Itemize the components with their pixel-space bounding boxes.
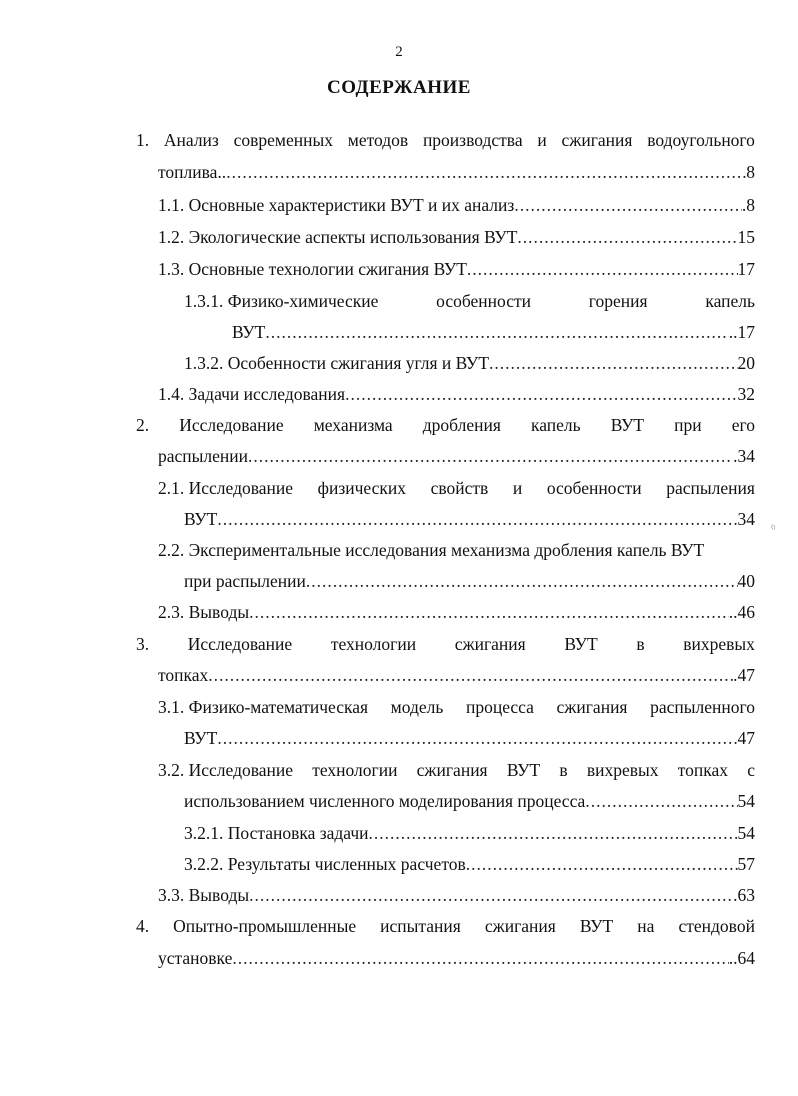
toc-word: и xyxy=(537,130,547,150)
toc-page-number: ..64 xyxy=(728,948,755,968)
page-number: 2 xyxy=(395,44,403,60)
toc-word: ВУТ xyxy=(610,415,645,435)
toc-line xyxy=(158,382,755,406)
dot-leader xyxy=(249,883,733,907)
dot-leader xyxy=(517,225,737,249)
scan-speck: ⁽ˡ xyxy=(771,524,776,535)
toc-word: сжигания xyxy=(484,916,556,936)
toc-word: механизма xyxy=(313,415,393,435)
toc-page-number: 8 xyxy=(746,162,755,182)
page-title: СОДЕРЖАНИЕ xyxy=(327,77,471,98)
toc-line xyxy=(184,351,755,375)
dot-leader xyxy=(226,160,746,184)
toc-word: ВУТ xyxy=(579,916,614,936)
toc-line xyxy=(184,789,755,813)
toc-word: топках xyxy=(677,760,728,780)
toc-word: технологии xyxy=(330,634,417,654)
dot-leader xyxy=(467,257,738,281)
toc-word: Исследование xyxy=(179,415,284,435)
toc-line xyxy=(158,883,755,907)
toc-page-number: .63 xyxy=(733,885,755,905)
toc-word: горения xyxy=(588,291,648,311)
toc-word: 1.3.1. Физико-химические xyxy=(184,291,379,311)
toc-line xyxy=(136,632,755,656)
toc-line xyxy=(158,695,755,719)
toc-line xyxy=(232,320,755,344)
toc-word: особенности xyxy=(436,291,531,311)
toc-page-number: 20 xyxy=(737,353,755,373)
toc-page-number: 54 xyxy=(737,823,755,843)
dot-leader xyxy=(249,600,729,624)
toc-line xyxy=(158,600,755,624)
toc-word: 3.1. Физико-математическая xyxy=(158,697,369,717)
toc-word: сжигания xyxy=(561,130,633,150)
toc-line xyxy=(158,476,755,500)
toc-word: дробления xyxy=(422,415,501,435)
toc-entry-text: 3.2.2. Результаты численных расчетов xyxy=(184,854,466,874)
toc-line xyxy=(184,569,755,593)
toc-word: производства xyxy=(422,130,523,150)
dot-leader xyxy=(265,320,728,344)
toc-line xyxy=(184,821,755,845)
toc-word: сжигания xyxy=(416,760,488,780)
toc-word: методов xyxy=(347,130,409,150)
dot-leader xyxy=(585,789,737,813)
toc-line xyxy=(158,193,755,217)
toc-entry-text: 1.4. Задачи исследования xyxy=(158,384,346,404)
toc-word: сжигания xyxy=(454,634,526,654)
toc-word: технологии xyxy=(312,760,398,780)
toc-word: при xyxy=(674,415,702,435)
toc-word: его xyxy=(731,415,755,435)
toc-line xyxy=(158,758,755,782)
toc-entry-text: 2.3. Выводы xyxy=(158,602,250,622)
toc-page-number: ..46 xyxy=(728,602,755,622)
toc-entry-text: топлива.. xyxy=(158,162,227,182)
toc-word: распыления xyxy=(666,478,755,498)
toc-word: современных xyxy=(233,130,333,150)
toc-word: Анализ xyxy=(163,130,219,150)
toc-page-number: .34 xyxy=(733,446,755,466)
toc-line xyxy=(136,914,755,938)
toc-page-number: 32 xyxy=(737,384,755,404)
toc-line xyxy=(184,289,755,313)
toc-line xyxy=(184,726,755,750)
toc-page-number: 17 xyxy=(737,259,755,279)
toc-entry-text: 2.2. Экспериментальные исследования механизма дробления капель ВУТ xyxy=(158,540,705,560)
toc-word: 3. xyxy=(136,634,150,654)
toc-word: капель xyxy=(531,415,581,435)
toc-word: вихревых xyxy=(586,760,659,780)
toc-word: 2.1. Исследование xyxy=(158,478,294,498)
toc-page-number: ..17 xyxy=(728,322,755,342)
toc-line xyxy=(158,538,755,562)
toc-word: испытания xyxy=(380,916,461,936)
toc-page-number: 47 xyxy=(737,728,755,748)
toc-entry-text: использованием численного моделирования процесса xyxy=(184,791,586,811)
toc-entry-text: топках xyxy=(158,665,209,685)
toc-word: с xyxy=(747,760,755,780)
toc-line xyxy=(136,413,755,437)
toc-word: в xyxy=(559,760,568,780)
toc-word: на xyxy=(637,916,655,936)
toc-line xyxy=(184,507,755,531)
toc-entry-text: 1.3. Основные технологии сжигания ВУТ xyxy=(158,259,467,279)
toc-line xyxy=(158,946,755,970)
toc-word: распыленного xyxy=(650,697,755,717)
dot-leader xyxy=(248,444,733,468)
toc-line xyxy=(136,128,755,152)
dot-leader xyxy=(232,946,728,970)
dot-leader xyxy=(489,351,737,375)
toc-word: 3.2. Исследование xyxy=(158,760,294,780)
toc-page-number: .8 xyxy=(741,195,755,215)
dot-leader xyxy=(466,852,738,876)
dot-leader xyxy=(369,821,738,845)
toc-word: свойств xyxy=(430,478,489,498)
toc-page-number: 15 xyxy=(737,227,755,247)
toc-word: водоугольного xyxy=(647,130,755,150)
toc-entry-text: при распылении xyxy=(184,571,306,591)
toc-word: Исследование xyxy=(187,634,293,654)
toc-word: капель xyxy=(705,291,755,311)
toc-entry-text: ВУТ xyxy=(184,509,218,529)
dot-leader xyxy=(208,663,733,687)
toc-line xyxy=(158,444,755,468)
toc-word: особенности xyxy=(546,478,642,498)
toc-word: ВУТ xyxy=(564,634,598,654)
toc-line xyxy=(184,852,755,876)
toc-entry-text: 1.2. Экологические аспекты использования ВУТ xyxy=(158,227,518,247)
dot-leader xyxy=(306,569,738,593)
toc-word: процесса xyxy=(465,697,534,717)
dot-leader xyxy=(345,382,737,406)
toc-line xyxy=(158,160,755,184)
toc-page-number: 54 xyxy=(737,791,755,811)
toc-word: Опытно-промышленные xyxy=(173,916,357,936)
toc-page-number: 57 xyxy=(737,854,755,874)
toc-page-number: 40 xyxy=(737,571,755,591)
toc-word: физических xyxy=(317,478,406,498)
toc-word: 4. xyxy=(136,916,150,936)
toc-entry-text: установке xyxy=(158,948,233,968)
dot-leader xyxy=(514,193,742,217)
toc-page-number: .47 xyxy=(733,665,755,685)
toc-page-number: 34 xyxy=(737,509,755,529)
toc-word: вихревых xyxy=(683,634,755,654)
toc-word: в xyxy=(636,634,645,654)
toc-word: ВУТ xyxy=(506,760,541,780)
toc-entry-text: 3.3. Выводы xyxy=(158,885,250,905)
toc-entry-text: 1.1. Основные характеристики ВУТ и их анализ xyxy=(158,195,515,215)
toc-line xyxy=(158,257,755,281)
toc-line xyxy=(158,663,755,687)
toc-word: модель xyxy=(390,697,444,717)
toc-word: стендовой xyxy=(678,916,755,936)
toc-entry-text: ВУТ xyxy=(232,322,266,342)
toc-word: 2. xyxy=(136,415,150,435)
toc-entry-text: ВУТ xyxy=(184,728,218,748)
toc-line xyxy=(158,225,755,249)
dot-leader xyxy=(217,507,737,531)
toc-word: 1. xyxy=(136,130,150,150)
dot-leader xyxy=(217,726,737,750)
toc-entry-text: 3.2.1. Постановка задачи xyxy=(184,823,369,843)
toc-word: сжигания xyxy=(556,697,628,717)
toc-entry-text: распылении xyxy=(158,446,249,466)
toc-entry-text: 1.3.2. Особенности сжигания угля и ВУТ xyxy=(184,353,490,373)
toc-word: и xyxy=(512,478,523,498)
